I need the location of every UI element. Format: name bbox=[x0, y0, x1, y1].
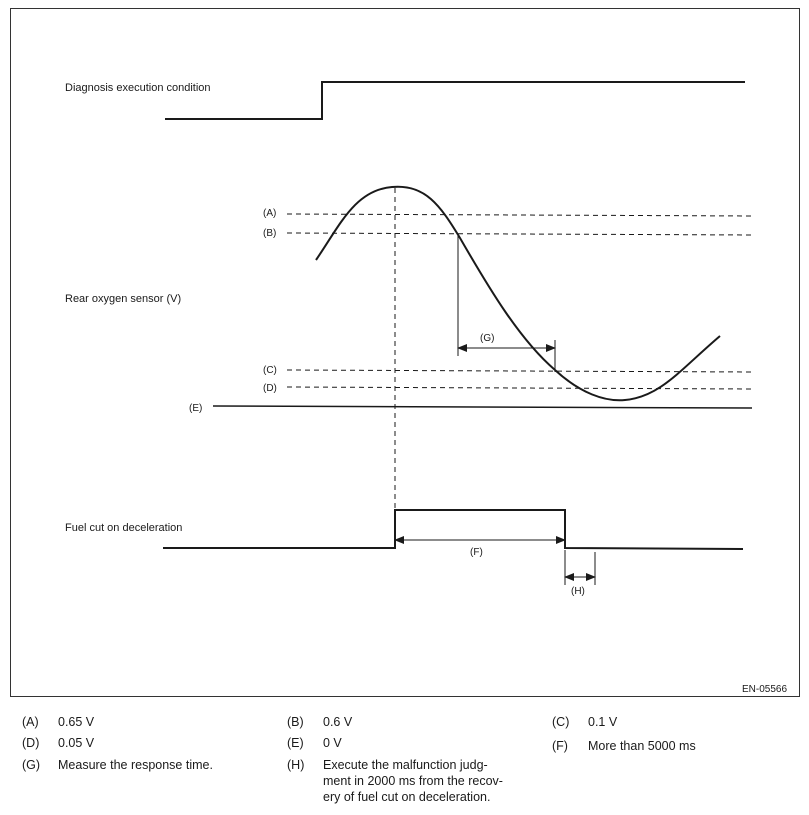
legend-key: (D) bbox=[22, 736, 40, 750]
threshold-line-d bbox=[287, 387, 752, 389]
legend-text: 0 V bbox=[323, 736, 342, 750]
sensor-label: Rear oxygen sensor (V) bbox=[65, 293, 182, 305]
fuel-cut-signal bbox=[163, 510, 743, 549]
legend-item-f bbox=[552, 738, 696, 754]
sensor-waveform bbox=[316, 187, 720, 401]
legend-item-g bbox=[22, 757, 213, 773]
fuel-cut-label: Fuel cut on deceleration bbox=[65, 522, 183, 534]
legend-key: (G) bbox=[22, 758, 41, 772]
zero-line-e bbox=[213, 406, 752, 408]
legend-key: (C) bbox=[552, 715, 570, 729]
legend-item-c bbox=[552, 714, 617, 730]
level-tag-c: (C) bbox=[263, 365, 277, 376]
legend-item-a bbox=[22, 714, 94, 730]
legend-item-d bbox=[22, 735, 94, 751]
legend-key: (E) bbox=[287, 736, 304, 750]
legend-text: 0.65 V bbox=[58, 715, 95, 729]
legend-key: (A) bbox=[22, 715, 39, 729]
figure-reference: EN-05566 bbox=[742, 684, 788, 695]
diagnosis-signal bbox=[165, 82, 745, 119]
threshold-line-a bbox=[287, 214, 752, 216]
threshold-line-b bbox=[287, 233, 752, 235]
level-tag-b: (B) bbox=[263, 228, 277, 239]
legend-text: More than 5000 ms bbox=[588, 739, 696, 753]
legend-text: 0.05 V bbox=[58, 736, 95, 750]
level-tag-d: (D) bbox=[263, 383, 277, 394]
level-tag-e: (E) bbox=[189, 403, 203, 414]
level-tag-a: (A) bbox=[263, 208, 277, 219]
legend-item-e bbox=[287, 735, 342, 751]
figure-frame bbox=[11, 9, 800, 697]
interval-tag-h: (H) bbox=[571, 586, 585, 597]
legend-text: Execute the malfunction judg- ment in 2000 ms from the recov- ery of fuel cut on deceleration. bbox=[323, 758, 503, 804]
legend-text: 0.6 V bbox=[323, 715, 353, 729]
interval-tag-f: (F) bbox=[470, 547, 483, 558]
diagnosis-label: Diagnosis execution condition bbox=[65, 82, 211, 94]
interval-tag-g: (G) bbox=[480, 333, 495, 344]
legend-item-h bbox=[287, 757, 503, 805]
legend-item-b bbox=[287, 714, 352, 730]
legend-key: (F) bbox=[552, 739, 568, 753]
legend-key: (H) bbox=[287, 758, 305, 772]
legend-text: Measure the response time. bbox=[58, 758, 213, 772]
legend-key: (B) bbox=[287, 715, 304, 729]
legend-text: 0.1 V bbox=[588, 715, 618, 729]
